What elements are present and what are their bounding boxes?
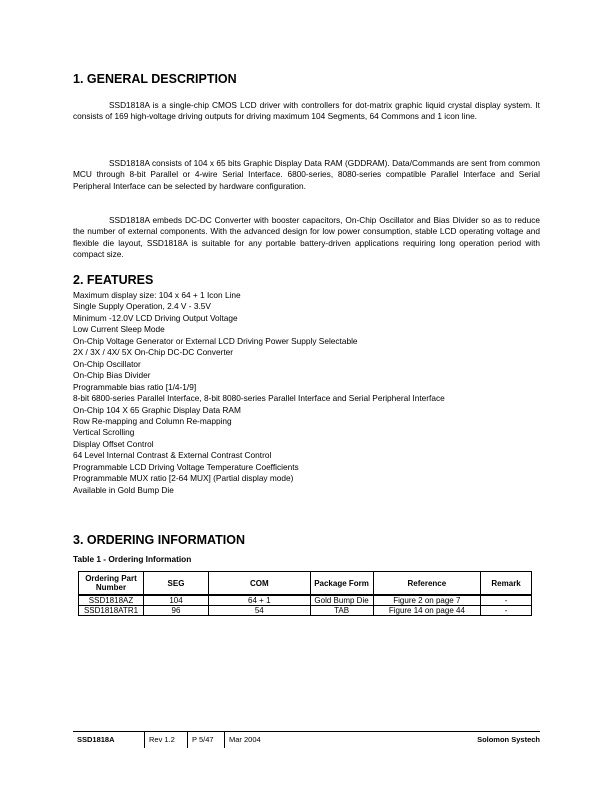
footer-date: Mar 2004 [229,735,261,744]
general-paragraph-1 [73,100,540,123]
footer-company-row [225,732,540,748]
section-title-general: 1. GENERAL DESCRIPTION [73,72,237,86]
table-caption: Table 1 - Ordering Information [73,554,192,564]
paragraph-text: SSD1818A consists of 104 x 65 bits Graphic Display Data RAM (GDDRAM). Data/Commands are sent from common MCU through 8-bit Parallel or 4-wire Serial Interface. 6800-series, 8080-series compatible Parallel Interface and Serial Peripheral Interface can be selected by hardware configuration. [73,158,540,191]
feature-item: Maximum display size: 104 x 64 + 1 Icon Line [73,290,241,300]
table-cell: 104 [144,595,209,606]
feature-item: 64 Level Internal Contrast & External Contrast Control [73,450,272,461]
table-cell: SSD1818ATR1 [79,606,144,616]
table-cell: 54 [209,606,311,616]
general-paragraph-2 [73,158,540,192]
table-cell: - [481,595,532,606]
feature-item: Single Supply Operation, 2.4 V - 3.5V [73,301,211,312]
table-row [79,606,532,616]
feature-item: Row Re-mapping and Column Re-mapping [73,415,232,426]
feature-item: Available in Gold Bump Die [73,484,174,495]
table-cell: Figure 14 on page 44 [373,606,481,616]
column-header: COM [209,572,311,596]
feature-item: Programmable bias ratio [1/4-1/9] [73,381,197,392]
feature-item: Minimum -12.0V LCD Driving Output Voltage [73,312,238,323]
paragraph-text: SSD1818A is a single-chip CMOS LCD driver with controllers for dot-matrix graphic liquid crystal display system. It consists of 169 high-voltage driving outputs for driving maximum 104 Segments, 64 Commons and 1 icon line. [73,100,540,122]
paragraph-text: SSD1818A embeds DC-DC Converter with booster capacitors, On-Chip Oscillator and Bias Divider so as to reduce the number of external components. With the advanced design for low power consumption, stable LCD operating voltage and flexible die layout, SSD1818A is suitable for any portable battery-driven applications requiring long operation period with compact size. [73,215,540,260]
table-cell: Figure 2 on page 7 [373,595,481,606]
feature-item: Low Current Sleep Mode [73,324,165,335]
table-row [79,595,532,606]
footer-company: Solomon Systech [477,735,540,744]
feature-item: Programmable LCD Driving Voltage Temperature Coefficients [73,461,299,472]
feature-item: Programmable MUX ratio [2-64 MUX] (Partial display mode) [73,473,294,484]
column-header: Remark [481,572,532,596]
table-header-row [79,572,532,596]
features-list [73,290,445,496]
footer-page: P 5/47 [188,732,225,748]
feature-item: On-Chip Bias Divider [73,370,151,381]
column-header: Package Form [310,572,373,596]
section-title-features: 2. FEATURES [73,273,154,287]
feature-item: 8-bit 6800-series Parallel Interface, 8-bit 8080-series Parallel Interface and Serial Peripheral Interface [73,393,445,404]
footer-rev: Rev 1.2 [145,732,188,748]
table-cell: - [481,606,532,616]
table-cell: TAB [310,606,373,616]
feature-item: On-Chip Oscillator [73,358,141,369]
feature-item: 2X / 3X / 4X/ 5X On-Chip DC-DC Converter [73,347,234,358]
column-header: SEG [144,572,209,596]
table-cell: 64 + 1 [209,595,311,606]
page-footer [73,731,540,748]
table-cell: 96 [144,606,209,616]
feature-item: On-Chip 104 X 65 Graphic Display Data RAM [73,404,241,415]
table-cell: Gold Bump Die [310,595,373,606]
ordering-table [78,571,532,616]
feature-item: On-Chip Voltage Generator or External LCD Driving Power Supply Selectable [73,335,358,346]
footer-part: SSD1818A [73,732,145,748]
general-paragraph-3 [73,215,540,261]
table-cell: SSD1818AZ [79,595,144,606]
feature-item: Display Offset Control [73,438,154,449]
column-header: Ordering Part Number [79,572,144,596]
column-header: Reference [373,572,481,596]
section-title-ordering: 3. ORDERING INFORMATION [73,533,245,547]
feature-item: Vertical Scrolling [73,427,135,438]
